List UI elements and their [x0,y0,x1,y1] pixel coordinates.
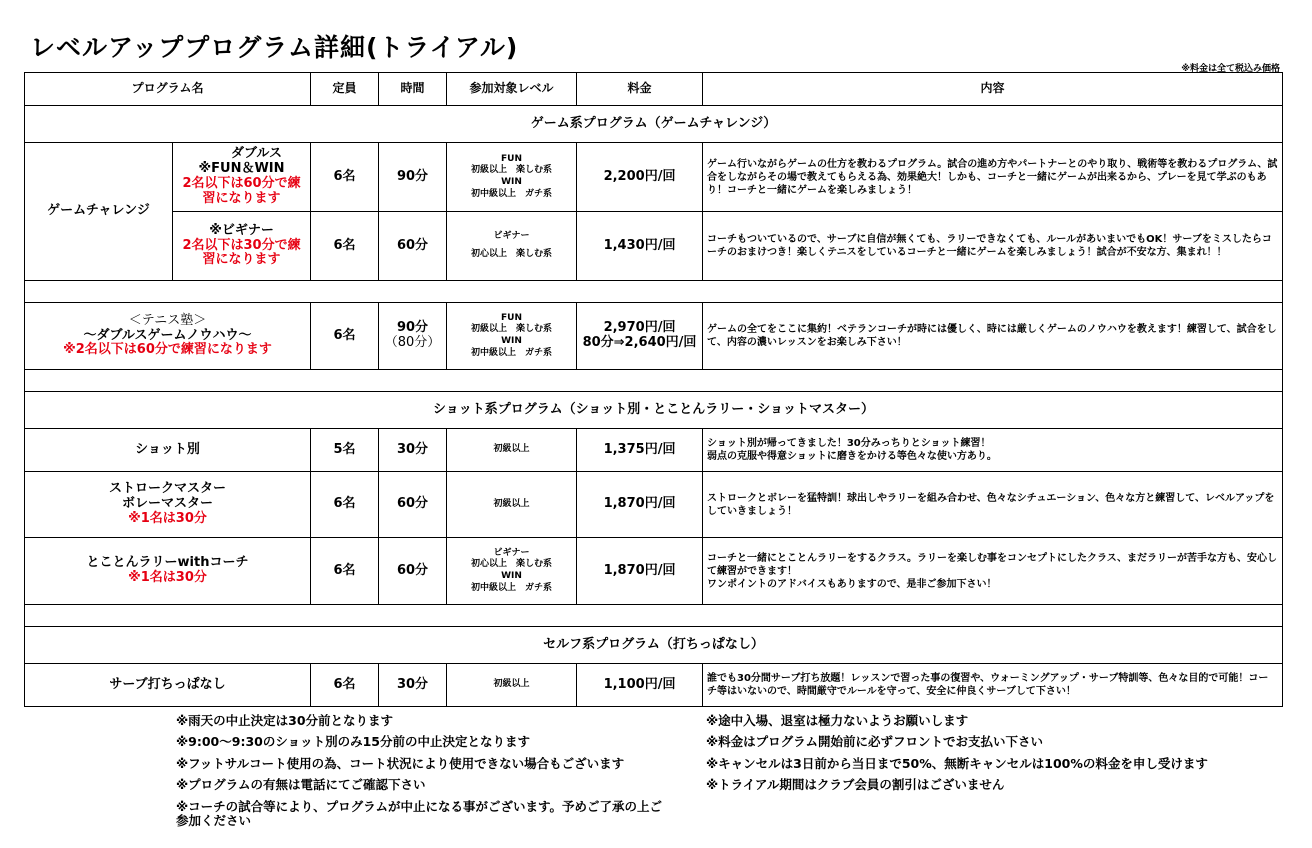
program-name-shot-betsu: ショット別 [25,429,311,472]
level-line: 初中級以上 ガチ系 [471,188,553,199]
level-line: 初中級以上 ガチ系 [471,582,553,593]
level-cell [447,143,577,212]
desc-line: ショット別が帰ってきました！30分みっちりとショット練習！ [707,438,991,449]
stroke-master-name2: ボレーマスター [122,496,214,512]
time-cell: 90分 [379,143,447,212]
section-title-game: ゲーム系プログラム（ゲームチャレンジ） [25,106,1283,143]
tokoton-name: とことんラリーwithコーチ [86,555,249,571]
level-line: 初心以上 楽しむ系 [471,559,553,570]
program-name-tokoton [25,538,311,605]
time-cell [379,303,447,370]
stroke-master-name1: ストロークマスター [109,481,227,497]
level-line: FUN [501,312,523,323]
capacity-cell: 6名 [311,664,379,707]
price-cell: 1,100円/回 [577,664,703,707]
capacity-cell: 6名 [311,212,379,281]
beginner-note: 2名以下は30分で練習になります [182,237,301,268]
capacity-cell: 6名 [311,538,379,605]
time-cell: 60分 [379,472,447,538]
doubles-title: ダブルス [230,146,283,162]
level-cell: 初級以上 [447,664,577,707]
header-capacity: 定員 [311,73,379,106]
time-cell: 30分 [379,429,447,472]
description-cell: ゲーム行いながらゲームの仕方を教わるプログラム。試合の進め方やパートナーとのやり取り、戦術等を教わるプログラム、試合をしながらその場で教えてもらえる為、効果絶大！しかも、コーチと一緒にゲームが出来るから、プレーを見て学ぶのもあり！コーチと一緒にゲームを楽しみましょう！ [703,143,1283,212]
program-name-serve: サーブ打ちっぱなし [25,664,311,707]
level-cell: 初級以上 [447,472,577,538]
notes-right [706,714,1266,800]
note-item: ※料金はプログラム開始前に必ずフロントでお支払い下さい [706,734,1044,750]
time-cell: 60分 [379,538,447,605]
note-item: ※雨天の中止決定は30分前となります [176,713,394,728]
desc-line: コーチと一緒にとことんラリーをするクラス。ラリーを楽しむ事をコンセプトにしたクラス、まだラリーが苦手な方も、安心して練習ができます！ [707,552,1278,577]
desc-line: ワンポイントのアドバイスもありますので、是非ご参加下さい！ [707,578,997,590]
table-row [25,664,1283,707]
level-line: 初級以上 楽しむ系 [471,165,553,176]
notes-left [176,714,666,835]
price-cell: 1,870円/回 [577,538,703,605]
doubles-sub: ※FUN＆WIN [198,161,285,177]
program-name-stroke-master [25,472,311,538]
price-cell [577,303,703,370]
header-time: 時間 [379,73,447,106]
note-item: ※フットサルコート使用の為、コート状況により使用できない場合もございます [176,755,625,771]
price-cell: 1,870円/回 [577,472,703,538]
level-line: WIN [501,571,522,581]
note-item: ※プログラムの有無は電話にてご確認下さい [176,777,426,793]
spacer-row [25,281,1283,303]
tennis-juku-note: ※2名以下は60分で練習になります [63,342,272,358]
program-table [24,72,1283,707]
price-cell: 1,375円/回 [577,429,703,472]
sub-program-doubles [173,143,311,212]
level-line: ビギナー [493,231,530,242]
program-name-tennis-juku [25,303,311,370]
level-cell [447,303,577,370]
level-line: 初級以上 楽しむ系 [471,324,553,335]
description-cell: コーチもついているので、サーブに自信が無くても、ラリーできなくても、ルールがあいまいでもOK！サーブをミスしたらコーチのおまけつき！楽しくテニスをしているコーチと一緒にゲームを楽しみましょう！試合が不安な方、集まれ！！ [703,212,1283,281]
note-item: ※コーチの試合等により、プログラムが中止になる事がございます。予めご了承の上ご参加ください [176,798,663,828]
table-row [25,472,1283,538]
description-cell [703,429,1283,472]
doubles-note: 2名以下は60分で練習になります [182,176,301,206]
price-cell: 2,200円/回 [577,143,703,212]
header-content: 内容 [703,73,1283,106]
price-main: 2,970円/回 [603,320,676,336]
description-cell [703,538,1283,605]
header-price: 料金 [577,73,703,106]
header-program-name: プログラム名 [25,73,311,106]
table-row [25,429,1283,472]
section-row-game [25,106,1283,143]
page-title: レベルアッププログラム詳細(トライアル) [30,33,519,62]
note-item: ※トライアル期間はクラブ会員の割引はございません [706,777,1005,793]
price-cell: 1,430円/回 [577,212,703,281]
time-cell: 30分 [379,664,447,707]
tennis-juku-name2: ～ダブルスゲームノウハウ～ [83,327,252,343]
program-name-game-challenge: ゲームチャレンジ [25,143,173,281]
section-title-self: セルフ系プログラム（打ちっぱなし） [25,627,1283,664]
price-alt: 80分⇒2,640円/回 [582,335,697,350]
level-line: FUN [501,153,523,164]
level-cell [447,538,577,605]
table-row [25,212,1283,281]
tokoton-note: ※1名は30分 [128,570,207,585]
level-line: ビギナー [493,547,530,558]
section-row-self [25,627,1283,664]
note-item: ※途中入場、退室は極力ないようお願いします [706,713,969,728]
spacer-row [25,370,1283,392]
capacity-cell: 6名 [311,472,379,538]
description-cell: ストロークとボレーを猛特訓！球出しやラリーを組み合わせ、色々なシチュエーション、色々な方と練習して、レベルアップをしていきましょう！ [703,472,1283,538]
header-level: 参加対象レベル [447,73,577,106]
stroke-master-note: ※1名は30分 [128,510,207,526]
sub-program-beginner [173,212,311,281]
beginner-title: ※ビギナー [209,222,274,238]
tennis-juku-name1: ＜テニス塾＞ [128,312,207,328]
tax-note: ※料金は全て税込み価格 [1181,64,1280,74]
note-item: ※キャンセルは3日前から当日まで50%、無断キャンセルは100%の料金を申し受けます [706,755,1208,771]
level-line: WIN [501,177,522,187]
header-row [25,73,1283,106]
level-cell [447,212,577,281]
section-title-shot: ショット系プログラム（ショット別・とことんラリー・ショットマスター） [25,392,1283,429]
description-cell: ゲームの全てをここに集約！ベテランコーチが時には優しく、時には厳しくゲームのノウハウを教えます！練習して、試合をして、内容の濃いレッスンをお楽しみ下さい！ [703,303,1283,370]
time-alt: （80分） [384,335,441,350]
capacity-cell: 6名 [311,303,379,370]
table-row [25,538,1283,605]
desc-line: 弱点の克服や得意ショットに磨きをかける等色々な使い方あり。 [707,451,997,462]
capacity-cell: 5名 [311,429,379,472]
table-row [25,143,1283,212]
section-row-shot [25,392,1283,429]
spacer-row [25,605,1283,627]
level-line: 初心以上 楽しむ系 [471,249,553,259]
note-item: ※9:00～9:30のショット別のみ15分前の中止決定となります [176,734,530,750]
table-row [25,303,1283,370]
capacity-cell: 6名 [311,143,379,212]
description-cell: 誰でも30分間サーブ打ち放題！レッスンで習った事の復習や、ウォーミングアップ・サーブ特訓等、色々な目的で可能！コーチ等はいないので、時間厳守でルールを守って、安全に仲良くサーブして下さい！ [703,664,1283,707]
level-line: WIN [501,336,522,346]
time-main: 90分 [396,320,429,336]
level-cell: 初級以上 [447,429,577,472]
time-cell: 60分 [379,212,447,281]
level-line: 初中級以上 ガチ系 [471,347,553,358]
